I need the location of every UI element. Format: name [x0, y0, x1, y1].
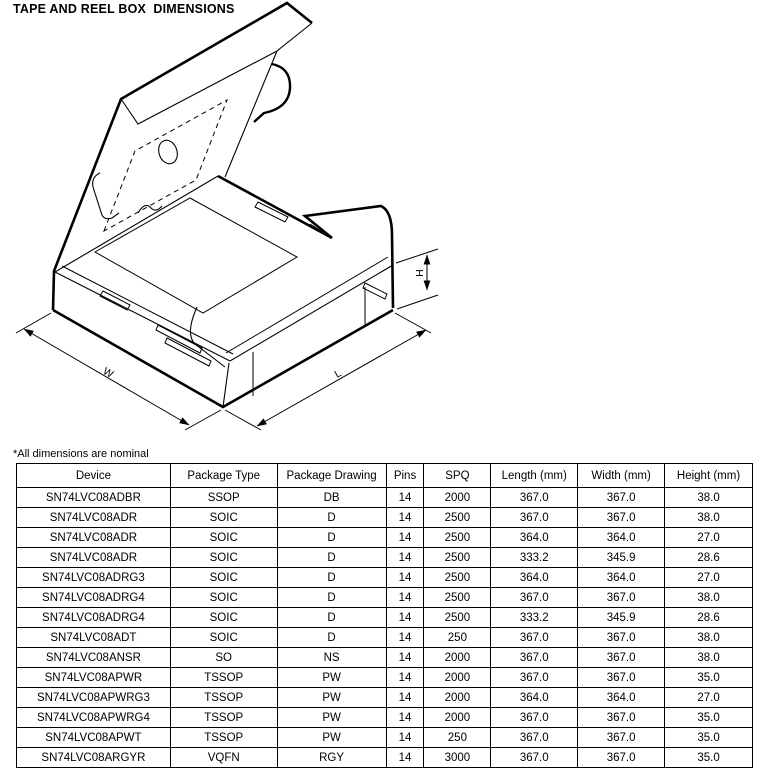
vent-slot-front-b [165, 338, 211, 366]
table-cell: 364.0 [491, 688, 578, 708]
table-cell: 367.0 [578, 628, 665, 648]
table-cell: 367.0 [578, 588, 665, 608]
box-bottom-edges [53, 310, 393, 407]
table-cell: 367.0 [578, 708, 665, 728]
table-cell: 14 [386, 548, 424, 568]
table-cell: TSSOP [170, 688, 277, 708]
table-cell: SSOP [170, 488, 277, 508]
table-cell: 367.0 [491, 728, 578, 748]
table-cell: 367.0 [578, 728, 665, 748]
table-cell: 2000 [424, 668, 491, 688]
table-cell: SN74LVC08ADRG4 [17, 588, 171, 608]
table-cell: 2000 [424, 688, 491, 708]
lid-tear-notch [138, 205, 162, 213]
table-cell: 364.0 [491, 528, 578, 548]
table-cell: PW [277, 708, 386, 728]
lid-label-area [104, 100, 227, 231]
table-cell: 367.0 [578, 508, 665, 528]
table-cell: SN74LVC08ANSR [17, 648, 171, 668]
column-header-device: Device [17, 464, 171, 488]
column-header-spq: SPQ [424, 464, 491, 488]
table-cell: SN74LVC08APWRG4 [17, 708, 171, 728]
table-cell: 367.0 [578, 648, 665, 668]
table-cell: 333.2 [491, 548, 578, 568]
box-interior-floor [95, 198, 297, 313]
table-cell: 2000 [424, 708, 491, 728]
table-row [17, 588, 753, 608]
table-row [17, 748, 753, 768]
table-cell: SN74LVC08APWR [17, 668, 171, 688]
dimension-length [225, 313, 431, 430]
table-cell: SN74LVC08ADR [17, 508, 171, 528]
table-cell: RGY [277, 748, 386, 768]
table-cell: D [277, 608, 386, 628]
packaging-dimensions-table [16, 463, 753, 768]
table-cell: D [277, 508, 386, 528]
table-cell: 367.0 [491, 628, 578, 648]
table-cell: SN74LVC08ADRG4 [17, 608, 171, 628]
dimensions-note: *All dimensions are nominal [13, 448, 149, 460]
table-cell: 14 [386, 728, 424, 748]
table-cell: 367.0 [578, 668, 665, 688]
box-rim [55, 176, 393, 361]
table-cell: 2500 [424, 508, 491, 528]
table-cell: SOIC [170, 528, 277, 548]
table-row [17, 608, 753, 628]
table-cell: 2500 [424, 608, 491, 628]
table-cell: 14 [386, 748, 424, 768]
column-header-package-type: Package Type [170, 464, 277, 488]
table-cell: 14 [386, 508, 424, 528]
table-cell: 364.0 [578, 528, 665, 548]
table-cell: D [277, 528, 386, 548]
tape-reel-box-drawing [0, 0, 470, 450]
table-cell: VQFN [170, 748, 277, 768]
table-cell: 367.0 [491, 748, 578, 768]
page-title: TAPE AND REEL BOX DIMENSIONS [13, 2, 235, 16]
table-row [17, 708, 753, 728]
column-header-height: Height (mm) [665, 464, 753, 488]
table-cell: NS [277, 648, 386, 668]
table-cell: SOIC [170, 508, 277, 528]
table-cell: 250 [424, 628, 491, 648]
dim-label-width: W [100, 365, 116, 381]
table-row [17, 528, 753, 548]
table-cell: 2000 [424, 488, 491, 508]
table-cell: 3000 [424, 748, 491, 768]
table-cell: 14 [386, 668, 424, 688]
table-cell: 14 [386, 688, 424, 708]
lid-right-edge [225, 23, 312, 177]
table-cell: 28.6 [665, 548, 753, 568]
table-cell: 364.0 [578, 688, 665, 708]
table-cell: SO [170, 648, 277, 668]
lid-fold-line [121, 51, 277, 124]
lid-hole [156, 138, 181, 166]
table-cell: 14 [386, 488, 424, 508]
table-cell: SN74LVC08ADRG3 [17, 568, 171, 588]
table-cell: TSSOP [170, 708, 277, 728]
table-cell: 14 [386, 588, 424, 608]
table-cell: 367.0 [491, 588, 578, 608]
table-cell: 345.9 [578, 608, 665, 628]
table-row [17, 628, 753, 648]
table-cell: D [277, 568, 386, 588]
box-right-flap [305, 206, 393, 308]
table-cell: D [277, 548, 386, 568]
table-cell: 367.0 [491, 668, 578, 688]
table-cell: 27.0 [665, 568, 753, 588]
column-header-length: Length (mm) [491, 464, 578, 488]
table-cell: 364.0 [491, 568, 578, 588]
table-cell: SOIC [170, 628, 277, 648]
length-extension-lines [225, 313, 431, 430]
table-row [17, 648, 753, 668]
table-cell: 367.0 [491, 708, 578, 728]
table-cell: 367.0 [491, 488, 578, 508]
packaging-table-body [17, 488, 753, 768]
dimension-height [396, 249, 438, 309]
table-cell: SN74LVC08ADR [17, 548, 171, 568]
vent-slot-left-wall [100, 291, 130, 310]
table-cell: 28.6 [665, 608, 753, 628]
table-cell: 2500 [424, 568, 491, 588]
table-row [17, 688, 753, 708]
table-cell: SN74LVC08APWRG3 [17, 688, 171, 708]
table-cell: 14 [386, 628, 424, 648]
height-extension-lines [396, 249, 438, 309]
table-cell: 2500 [424, 588, 491, 608]
table-header-row [17, 464, 753, 488]
table-cell: SOIC [170, 548, 277, 568]
table-cell: SN74LVC08ADT [17, 628, 171, 648]
table-cell: 14 [386, 708, 424, 728]
table-cell: SN74LVC08ARGYR [17, 748, 171, 768]
table-cell: SN74LVC08ADBR [17, 488, 171, 508]
table-cell: 14 [386, 648, 424, 668]
table-cell: 35.0 [665, 748, 753, 768]
table-cell: 14 [386, 528, 424, 548]
dim-label-height: H [413, 269, 425, 277]
table-cell: 2000 [424, 648, 491, 668]
table-cell: 38.0 [665, 488, 753, 508]
dim-label-length: L [332, 367, 344, 381]
table-cell: 250 [424, 728, 491, 748]
table-cell: 367.0 [491, 508, 578, 528]
table-cell: 367.0 [578, 748, 665, 768]
table-cell: 38.0 [665, 628, 753, 648]
table-cell: D [277, 588, 386, 608]
column-header-pins: Pins [386, 464, 424, 488]
table-cell: 35.0 [665, 708, 753, 728]
table-cell: 38.0 [665, 588, 753, 608]
table-cell: 2500 [424, 528, 491, 548]
table-cell: 38.0 [665, 508, 753, 528]
table-row [17, 488, 753, 508]
table-row [17, 728, 753, 748]
table-cell: SN74LVC08APWT [17, 728, 171, 748]
table-row [17, 568, 753, 588]
vent-slot-right-wall [363, 283, 387, 299]
table-cell: 14 [386, 568, 424, 588]
table-cell: SOIC [170, 608, 277, 628]
table-cell: SOIC [170, 588, 277, 608]
table-cell: PW [277, 728, 386, 748]
table-cell: 333.2 [491, 608, 578, 628]
right-flap-outline [305, 206, 393, 308]
lid-outline [53, 3, 312, 310]
table-cell: SN74LVC08ADR [17, 528, 171, 548]
table-row [17, 668, 753, 688]
column-header-package-drawing: Package Drawing [277, 464, 386, 488]
table-cell: 27.0 [665, 688, 753, 708]
right-flap-inner-line [310, 224, 332, 238]
table-cell: 14 [386, 608, 424, 628]
table-cell: 35.0 [665, 668, 753, 688]
table-cell: PW [277, 668, 386, 688]
table-cell: 367.0 [578, 488, 665, 508]
table-cell: 367.0 [491, 648, 578, 668]
table-cell: TSSOP [170, 668, 277, 688]
table-cell: 35.0 [665, 728, 753, 748]
table-cell: 27.0 [665, 528, 753, 548]
table-cell: DB [277, 488, 386, 508]
vent-slot-front-a [156, 325, 202, 353]
table-cell: 364.0 [578, 568, 665, 588]
lid-notch [93, 173, 119, 219]
table-cell: 2500 [424, 548, 491, 568]
table-cell: 345.9 [578, 548, 665, 568]
table-cell: SOIC [170, 568, 277, 588]
table-cell: TSSOP [170, 728, 277, 748]
column-header-width: Width (mm) [578, 464, 665, 488]
table-cell: 38.0 [665, 648, 753, 668]
table-row [17, 508, 753, 528]
table-row [17, 548, 753, 568]
table-cell: D [277, 628, 386, 648]
box-rim-back-right [218, 176, 332, 238]
box-lid [53, 3, 312, 310]
table-cell: PW [277, 688, 386, 708]
